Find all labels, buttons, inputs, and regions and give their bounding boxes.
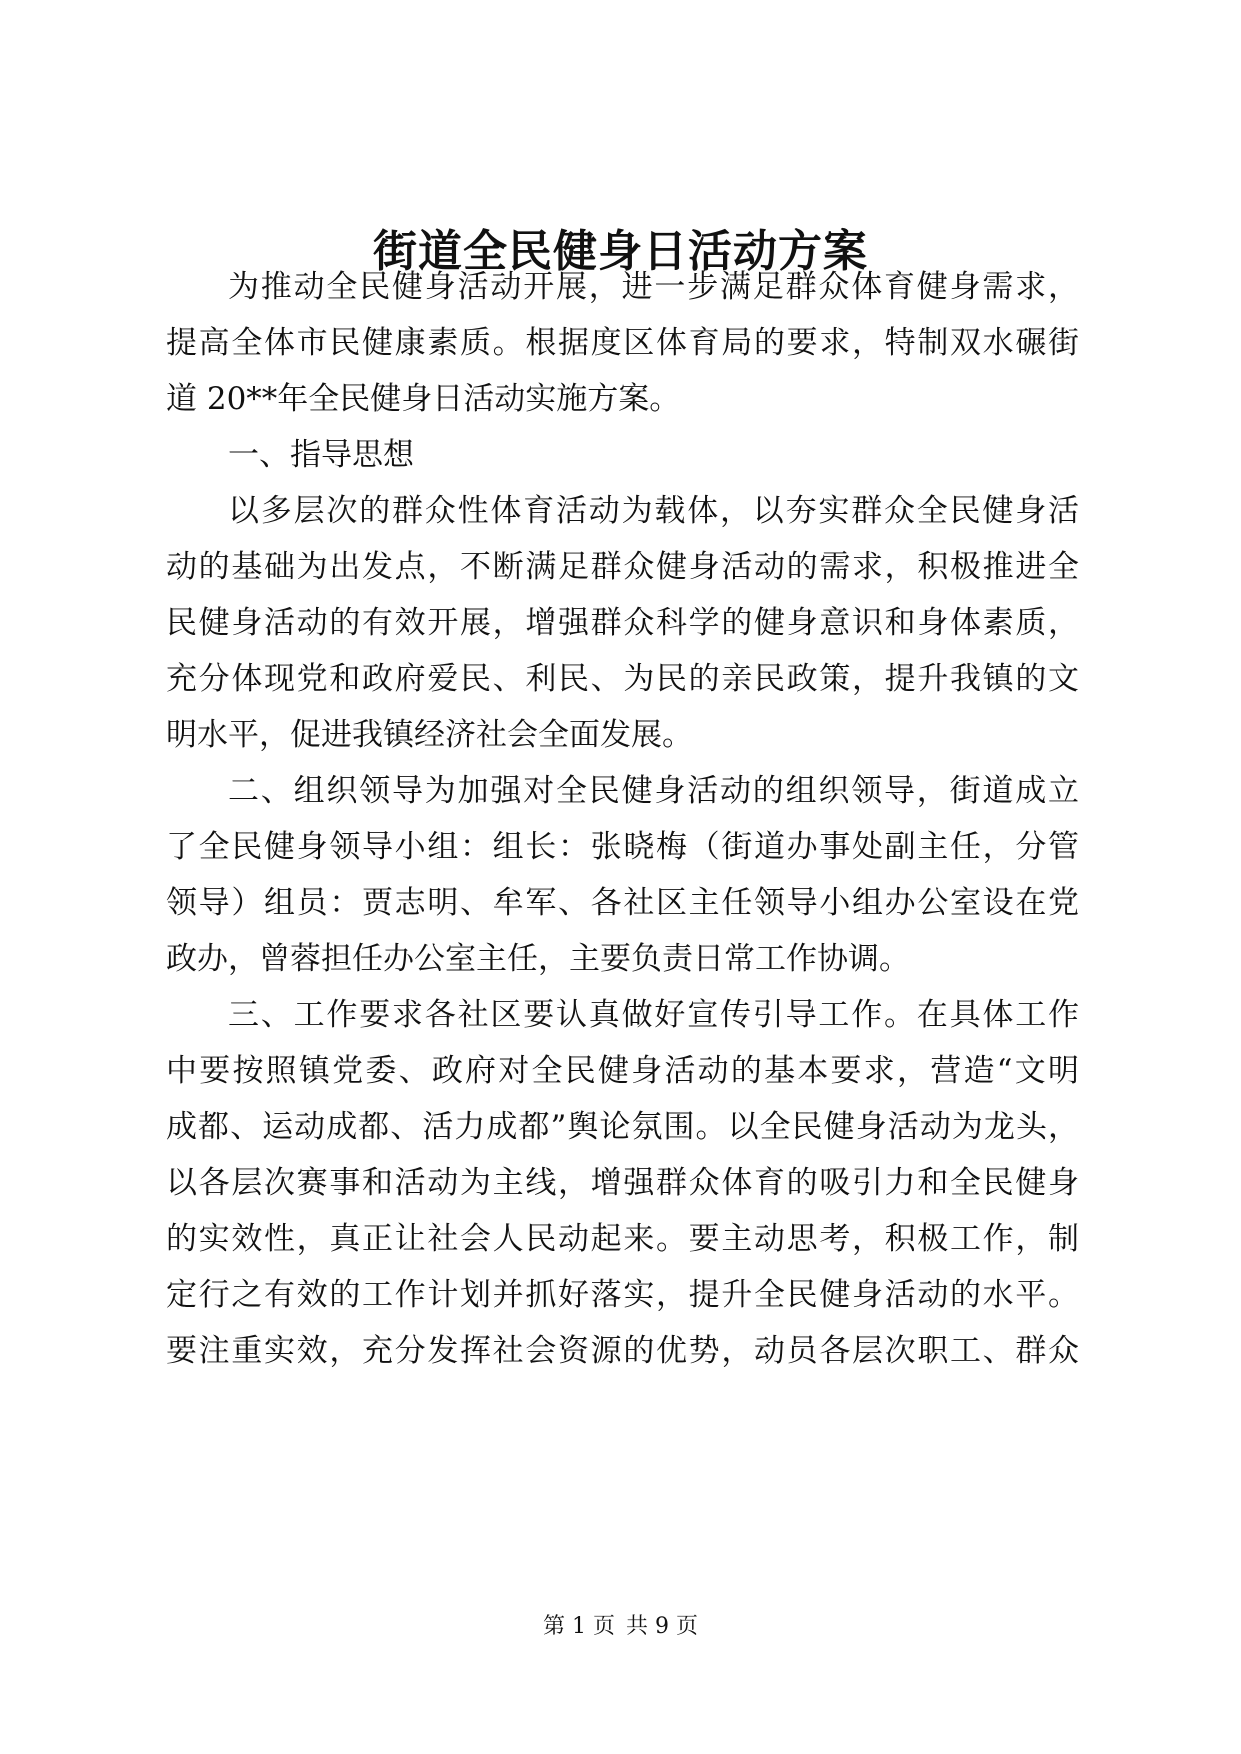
- body-line: 充分体现党和政府爱民、利民、为民的亲民政策，提升我镇的文: [166, 661, 1079, 697]
- body-line: 要注重实效，充分发挥社会资源的优势，动员各层次职工、群众: [166, 1333, 1079, 1369]
- body-line: 为推动全民健身活动开展，进一步满足群众体育健身需求，: [228, 269, 1079, 305]
- body-line: 中要按照镇党委、政府对全民健身活动的基本要求，营造“文明: [166, 1053, 1079, 1089]
- body-line: 以多层次的群众性体育活动为载体，以夯实群众全民健身活: [228, 493, 1079, 529]
- body-line: 领导）组员：贾志明、牟军、各社区主任领导小组办公室设在党: [166, 885, 1079, 921]
- body-line: 政办，曾蓉担任办公室主任，主要负责日常工作协调。: [166, 941, 910, 977]
- body-line: 以各层次赛事和活动为主线，增强群众体育的吸引力和全民健身: [166, 1165, 1079, 1201]
- body-line: 的实效性，真正让社会人民动起来。要主动思考，积极工作，制: [166, 1221, 1079, 1257]
- body-line: 三、工作要求各社区要认真做好宣传引导工作。在具体工作: [228, 997, 1079, 1033]
- body-line: 了全民健身领导小组：组长：张晓梅（街道办事处副主任，分管: [166, 829, 1079, 865]
- section-heading: 一、指导思想: [228, 437, 414, 473]
- body-line: 二、组织领导为加强对全民健身活动的组织领导，街道成立: [228, 773, 1079, 809]
- body-line: 民健身活动的有效开展，增强群众科学的健身意识和身体素质，: [166, 605, 1079, 641]
- body-line: 动的基础为出发点，不断满足群众健身活动的需求，积极推进全: [166, 549, 1079, 585]
- page-footer: [0, 1612, 1241, 1642]
- body-line: 提高全体市民健康素质。根据度区体育局的要求，特制双水碾街: [166, 325, 1079, 361]
- document-title: 街道全民健身日活动方案: [373, 226, 868, 277]
- body-line: 明水平，促进我镇经济社会全面发展。: [166, 717, 693, 753]
- body-line: 道 20**年全民健身日活动实施方案。: [166, 381, 681, 417]
- body-line: 定行之有效的工作计划并抓好落实，提升全民健身活动的水平。: [166, 1277, 1079, 1313]
- page-total: 共 9 页: [626, 1614, 698, 1639]
- body-line: 成都、运动成都、活力成都”舆论氛围。以全民健身活动为龙头，: [166, 1109, 1079, 1145]
- page-number: 第 1 页: [543, 1614, 615, 1639]
